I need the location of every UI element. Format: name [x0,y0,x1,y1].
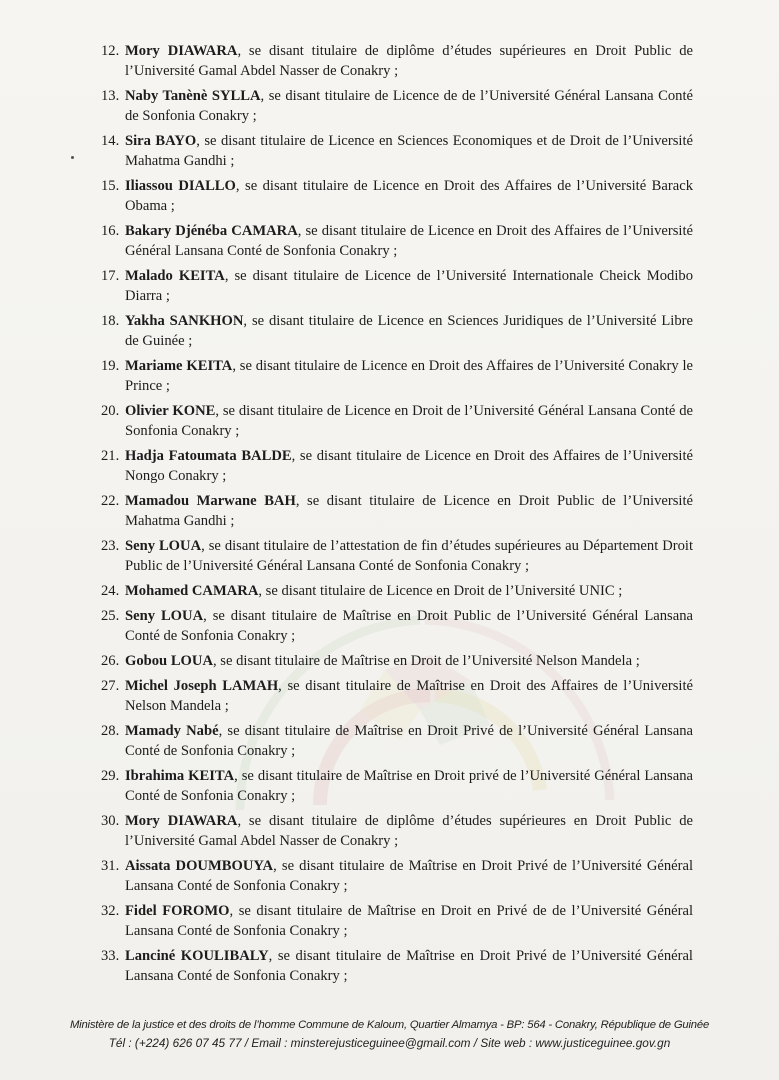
person-name: Olivier KONE [125,403,216,419]
person-name: Mory DIAWARA [125,43,238,59]
item-number: 24. [101,583,120,599]
list-item [101,721,693,761]
footer-contact: Tél : (+224) 626 07 45 77 / Email : minsterejusticeguinee@gmail.com / Site web : www.justiceguinee.gov.gn [108,1036,671,1050]
list-item [101,356,693,396]
list-item [101,581,693,601]
person-name: Lanciné KOULIBALY [125,947,269,964]
item-number: 28. [101,722,120,739]
item-description: , se disant titulaire de Licence en Sciences Economiques et de Droit de l’Université Mahatma Gandhi ; [125,133,693,170]
item-number: 23. [101,538,120,554]
item-number: 21. [101,448,120,464]
item-description: , se disant titulaire de Licence de l’Université Internationale Cheick Modibo Diarra ; [125,268,693,305]
list-item [101,131,693,171]
item-number: 17. [101,268,120,284]
item-number: 30. [101,812,120,829]
footer-address: Ministère de la justice et des droits de l’homme Commune de Kaloum, Quartier Almamya - BP: 564 - Conakry, République de Guinée [69,1019,710,1031]
item-description: , se disant titulaire de Maîtrise en Droit de l’Université Nelson Mandela ; [213,652,640,669]
item-description: , se disant titulaire de Licence en Droit des Affaires de l’Université Barack Obama ; [125,178,693,215]
person-name: Yakha SANKHON [125,313,244,329]
item-description: , se disant titulaire de diplôme d’études supérieures en Droit Public de l’Université Gamal Abdel Nasser de Conakry ; [125,812,693,849]
person-name: Bakary Djénéba CAMARA [125,223,298,239]
item-number: 12. [101,43,120,59]
item-number: 33. [101,947,120,964]
item-description: , se disant titulaire de Maîtrise en Droit Privé de l’Université Général Lansana Conté de Sonfonia Conakry ; [125,722,693,759]
item-description: , se disant titulaire de Licence en Droit des Affaires de l’Université Général Lansana Conté de Sonfonia Conakry ; [125,223,694,260]
person-name: Mohamed CAMARA [125,583,259,599]
list-item [101,536,693,576]
person-name: Seny LOUA [125,538,202,554]
item-number: 32. [101,902,120,919]
list-item [101,606,693,646]
item-description: , se disant titulaire de Maîtrise en Droit Public de l’Université Général Lansana Conté de Sonfonia Conakry ; [125,607,693,644]
item-number: 16. [101,223,120,239]
person-name: Aissata DOUMBOUYA [125,857,274,874]
person-name: Naby Tanènè SYLLA [125,88,261,104]
list-item [101,901,693,941]
item-number: 13. [101,88,120,104]
item-number: 19. [101,358,120,374]
list-item [101,651,693,671]
person-name: Ibrahima KEITA [125,767,235,784]
item-description: , se disant titulaire de Licence de de l’Université Général Lansana Conté de Sonfonia Conakry ; [125,88,693,125]
item-number: 29. [101,767,120,784]
person-name: Mamadou Marwane BAH [125,493,296,509]
item-description: , se disant titulaire de Maîtrise en Droit en Privé de de l’Université Général Lansana Conté de Sonfonia Conakry ; [125,902,693,939]
item-description: , se disant titulaire de Licence en Droit Public de l’Université Mahatma Gandhi ; [125,493,693,530]
person-name: Michel Joseph LAMAH [125,677,279,694]
item-description: , se disant titulaire de Licence en Droit des Affaires de l’Université Conakry le Prince ; [125,358,693,395]
item-description: , se disant titulaire de Licence en Droit des Affaires de l’Université Nongo Conakry ; [125,448,694,485]
person-name: Mariame KEITA [125,358,233,374]
item-number: 22. [101,493,120,509]
item-description: , se disant titulaire de diplôme d’études supérieures en Droit Public de l’Université Gamal Abdel Nasser de Conakry ; [125,43,693,80]
list-item [101,676,693,716]
item-number: 15. [101,178,120,194]
item-number: 18. [101,313,120,329]
list-item [101,811,693,851]
person-name: Sira BAYO [125,133,197,149]
list-item [101,221,693,261]
person-name: Mamady Nabé [125,722,219,739]
person-name: Fidel FOROMO [125,902,230,919]
item-number: 27. [101,677,120,694]
person-name: Iliassou DIALLO [125,178,236,194]
item-number: 25. [101,607,120,624]
item-description: , se disant titulaire de Licence en Sciences Juridiques de l’Université Libre de Guinée ; [125,313,693,350]
person-name: Hadja Fatoumata BALDE [125,448,292,464]
item-number: 26. [101,652,120,669]
item-description: , se disant titulaire de Licence en Droit de l’Université UNIC ; [258,583,623,599]
item-description: , se disant titulaire de Maîtrise en Droit Privé de l’Université Général Lansana Conté de Sonfonia Conakry ; [125,947,693,984]
item-description: , se disant titulaire de Maîtrise en Droit Privé de l’Université Général Lansana Conté de Sonfonia Conakry ; [125,857,694,894]
item-number: 14. [101,133,120,149]
person-name: Seny LOUA [125,607,204,624]
list-item [101,856,693,896]
item-number: 20. [101,403,120,419]
list-item [101,311,693,351]
list-item [101,266,693,306]
person-name: Malado KEITA [125,268,225,284]
scan-speck [71,156,74,159]
list-item [101,176,693,216]
item-description: , se disant titulaire de Maîtrise en Droit des Affaires de l’Université Nelson Mandela ; [125,677,693,714]
item-description: , se disant titulaire de Licence en Droit de l’Université Général Lansana Conté de Sonfonia Conakry ; [125,403,693,440]
list-item [101,41,693,81]
list-item [101,86,693,126]
list-item [101,766,693,806]
list-item [101,446,693,486]
decision-list [101,41,693,991]
item-description: , se disant titulaire de l’attestation de fin d’études supérieures au Département Droit Public de l’Université Général Lansana Conté de Sonfonia Conakry ; [125,538,693,575]
list-item [101,946,693,986]
person-name: Gobou LOUA [125,652,213,669]
person-name: Mory DIAWARA [125,812,238,829]
item-number: 31. [101,857,120,874]
list-item [101,491,693,531]
list-item [101,401,693,441]
item-description: , se disant titulaire de Maîtrise en Droit privé de l’Université Général Lansana Conté de Sonfonia Conakry ; [125,767,693,804]
